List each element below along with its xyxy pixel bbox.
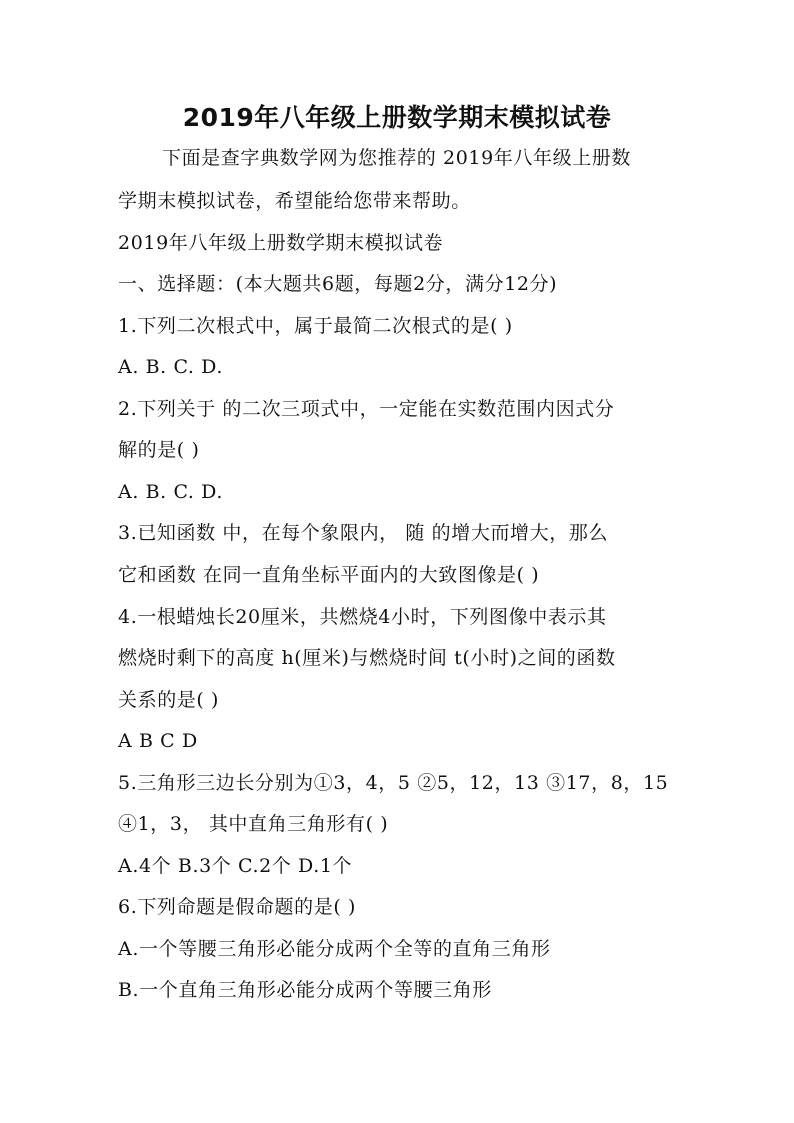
- intro-line-1: 下面是查字典数学网为您推荐的 2019年八年级上册数: [162, 147, 631, 169]
- question-5-line-2: ④1，3， 其中直角三角形有( ): [118, 813, 389, 835]
- question-4-line-1: 4.一根蜡烛长20厘米，共燃烧4小时，下列图像中表示其: [118, 606, 607, 628]
- question-2-line-1: 2.下列关于 的二次三项式中，一定能在实数范围内因式分: [118, 398, 615, 420]
- question-1: 1.下列二次根式中，属于最简二次根式的是( ): [118, 315, 513, 337]
- intro-line-2: 学期末模拟试卷，希望能给您带来帮助。: [118, 190, 471, 212]
- question-6-option-a: A.一个等腰三角形必能分成两个全等的直角三角形: [118, 938, 551, 960]
- question-3-line-1: 3.已知函数 中，在每个象限内， 随 的增大而增大，那么: [118, 522, 609, 544]
- section-heading: 一、选择题：(本大题共6题，每题2分，满分12分): [118, 273, 558, 295]
- question-4-options: A B C D: [118, 730, 198, 752]
- question-4-line-2: 燃烧时剩下的高度 h(厘米)与燃烧时间 t(小时)之间的函数: [118, 647, 616, 669]
- question-3-line-2: 它和函数 在同一直角坐标平面内的大致图像是( ): [118, 564, 540, 586]
- question-5-line-1: 5.三角形三边长分别为①3，4，5 ②5，12，13 ③17，8，15: [118, 772, 669, 794]
- question-2-line-2: 解的是( ): [118, 439, 200, 461]
- document-title: 2019年八年级上册数学期末模拟试卷: [182, 103, 612, 132]
- question-2-options: A. B. C. D.: [118, 481, 223, 503]
- subtitle-line: 2019年八年级上册数学期末模拟试卷: [118, 232, 444, 254]
- question-5-options: A.4个 B.3个 C.2个 D.1个: [118, 855, 353, 877]
- question-6-option-b: B.一个直角三角形必能分成两个等腰三角形: [118, 979, 493, 1001]
- question-6: 6.下列命题是假命题的是( ): [118, 896, 356, 918]
- question-1-options: A. B. C. D.: [118, 356, 223, 378]
- question-4-line-3: 关系的是( ): [118, 689, 220, 711]
